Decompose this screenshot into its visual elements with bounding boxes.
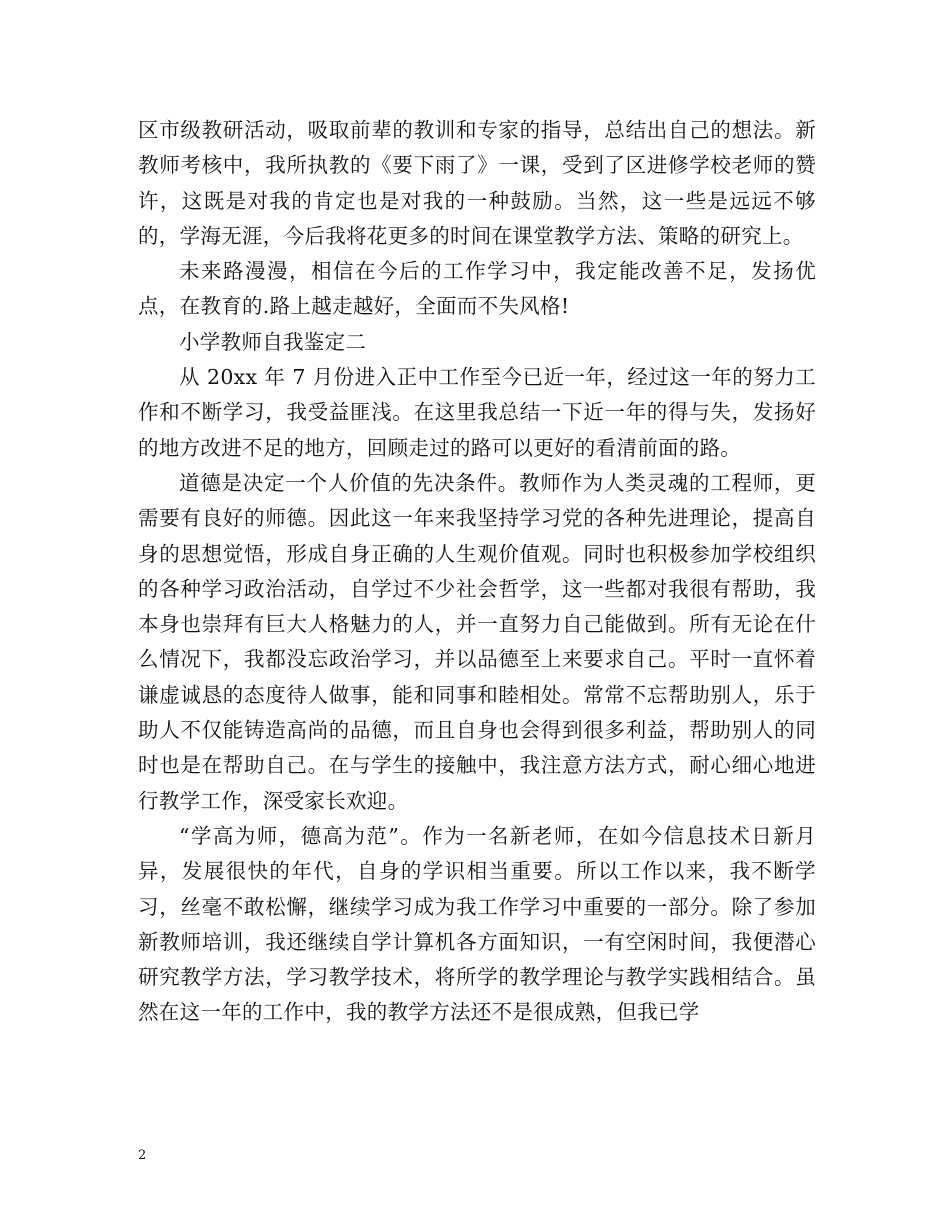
page-number: 2 — [138, 1148, 147, 1163]
paragraph-morality: 道德是决定一个人价值的先决条件。教师作为人类灵魂的工程师，更需要有良好的师德。因此这一年来我坚持学习党的各种先进理论，提高自身的思想觉悟，形成自身正确的人生观价值观。同时也积极参加学校组织的各种学习政治活动，自学过不少社会哲学，这一些都对我很有帮助，我本身也崇拜有巨大人格魅力的人，并一直努力自己能做到。所有无论在什么情况下，我都没忘政治学习，并以品德至上来要求自己。平时一直怀着谦虚诚恳的态度待人做事，能和同事和睦相处。常常不忘帮助别人，乐于助人不仅能铸造高尚的品德，而且自身也会得到很多利益，帮助别人的同时也是在帮助自己。在与学生的接触中，我注意方法方式，耐心细心地进行教学工作，深受家长欢迎。 — [138, 470, 816, 813]
paragraph-future: 未来路漫漫，相信在今后的工作学习中，我定能改善不足，发扬优点，在教育的.路上越走越好，全面而不失风格! — [138, 259, 816, 319]
paragraph-intro: 从 20xx 年 7 月份进入正中工作至今已近一年，经过这一年的努力工作和不断学习，我受益匪浅。在这里我总结一下近一年的得与失，发扬好的地方改进不足的地方，回顾走过的路可以更好的看清前面的路。 — [138, 365, 816, 460]
body-text — [138, 113, 816, 1031]
paragraph-learning: “学高为师，德高为范”。作为一名新老师，在如今信息技术日新月异，发展很快的年代，自身的学识相当重要。所以工作以来，我不断学习，丝毫不敢松懈，继续学习成为我工作学习中重要的一部分。除了参加新教师培训，我还继续自学计算机各方面知识，一有空闲时间，我便潜心研究教学方法，学习教学技术，将所学的教学理论与教学实践相结合。虽然在这一年的工作中，我的教学方法还不是很成熟，但我已学 — [138, 823, 816, 1025]
paragraph-continuation: 区市级教研活动，吸取前辈的教训和专家的指导，总结出自己的想法。新教师考核中，我所执教的《要下雨了》一课，受到了区进修学校老师的赞许，这既是对我的肯定也是对我的一种鼓励。当然，这一些是远远不够的，学海无涯，今后我将花更多的时间在课堂教学方法、策略的研究上。 — [138, 118, 816, 248]
section-heading: 小学教师自我鉴定二 — [179, 329, 367, 354]
